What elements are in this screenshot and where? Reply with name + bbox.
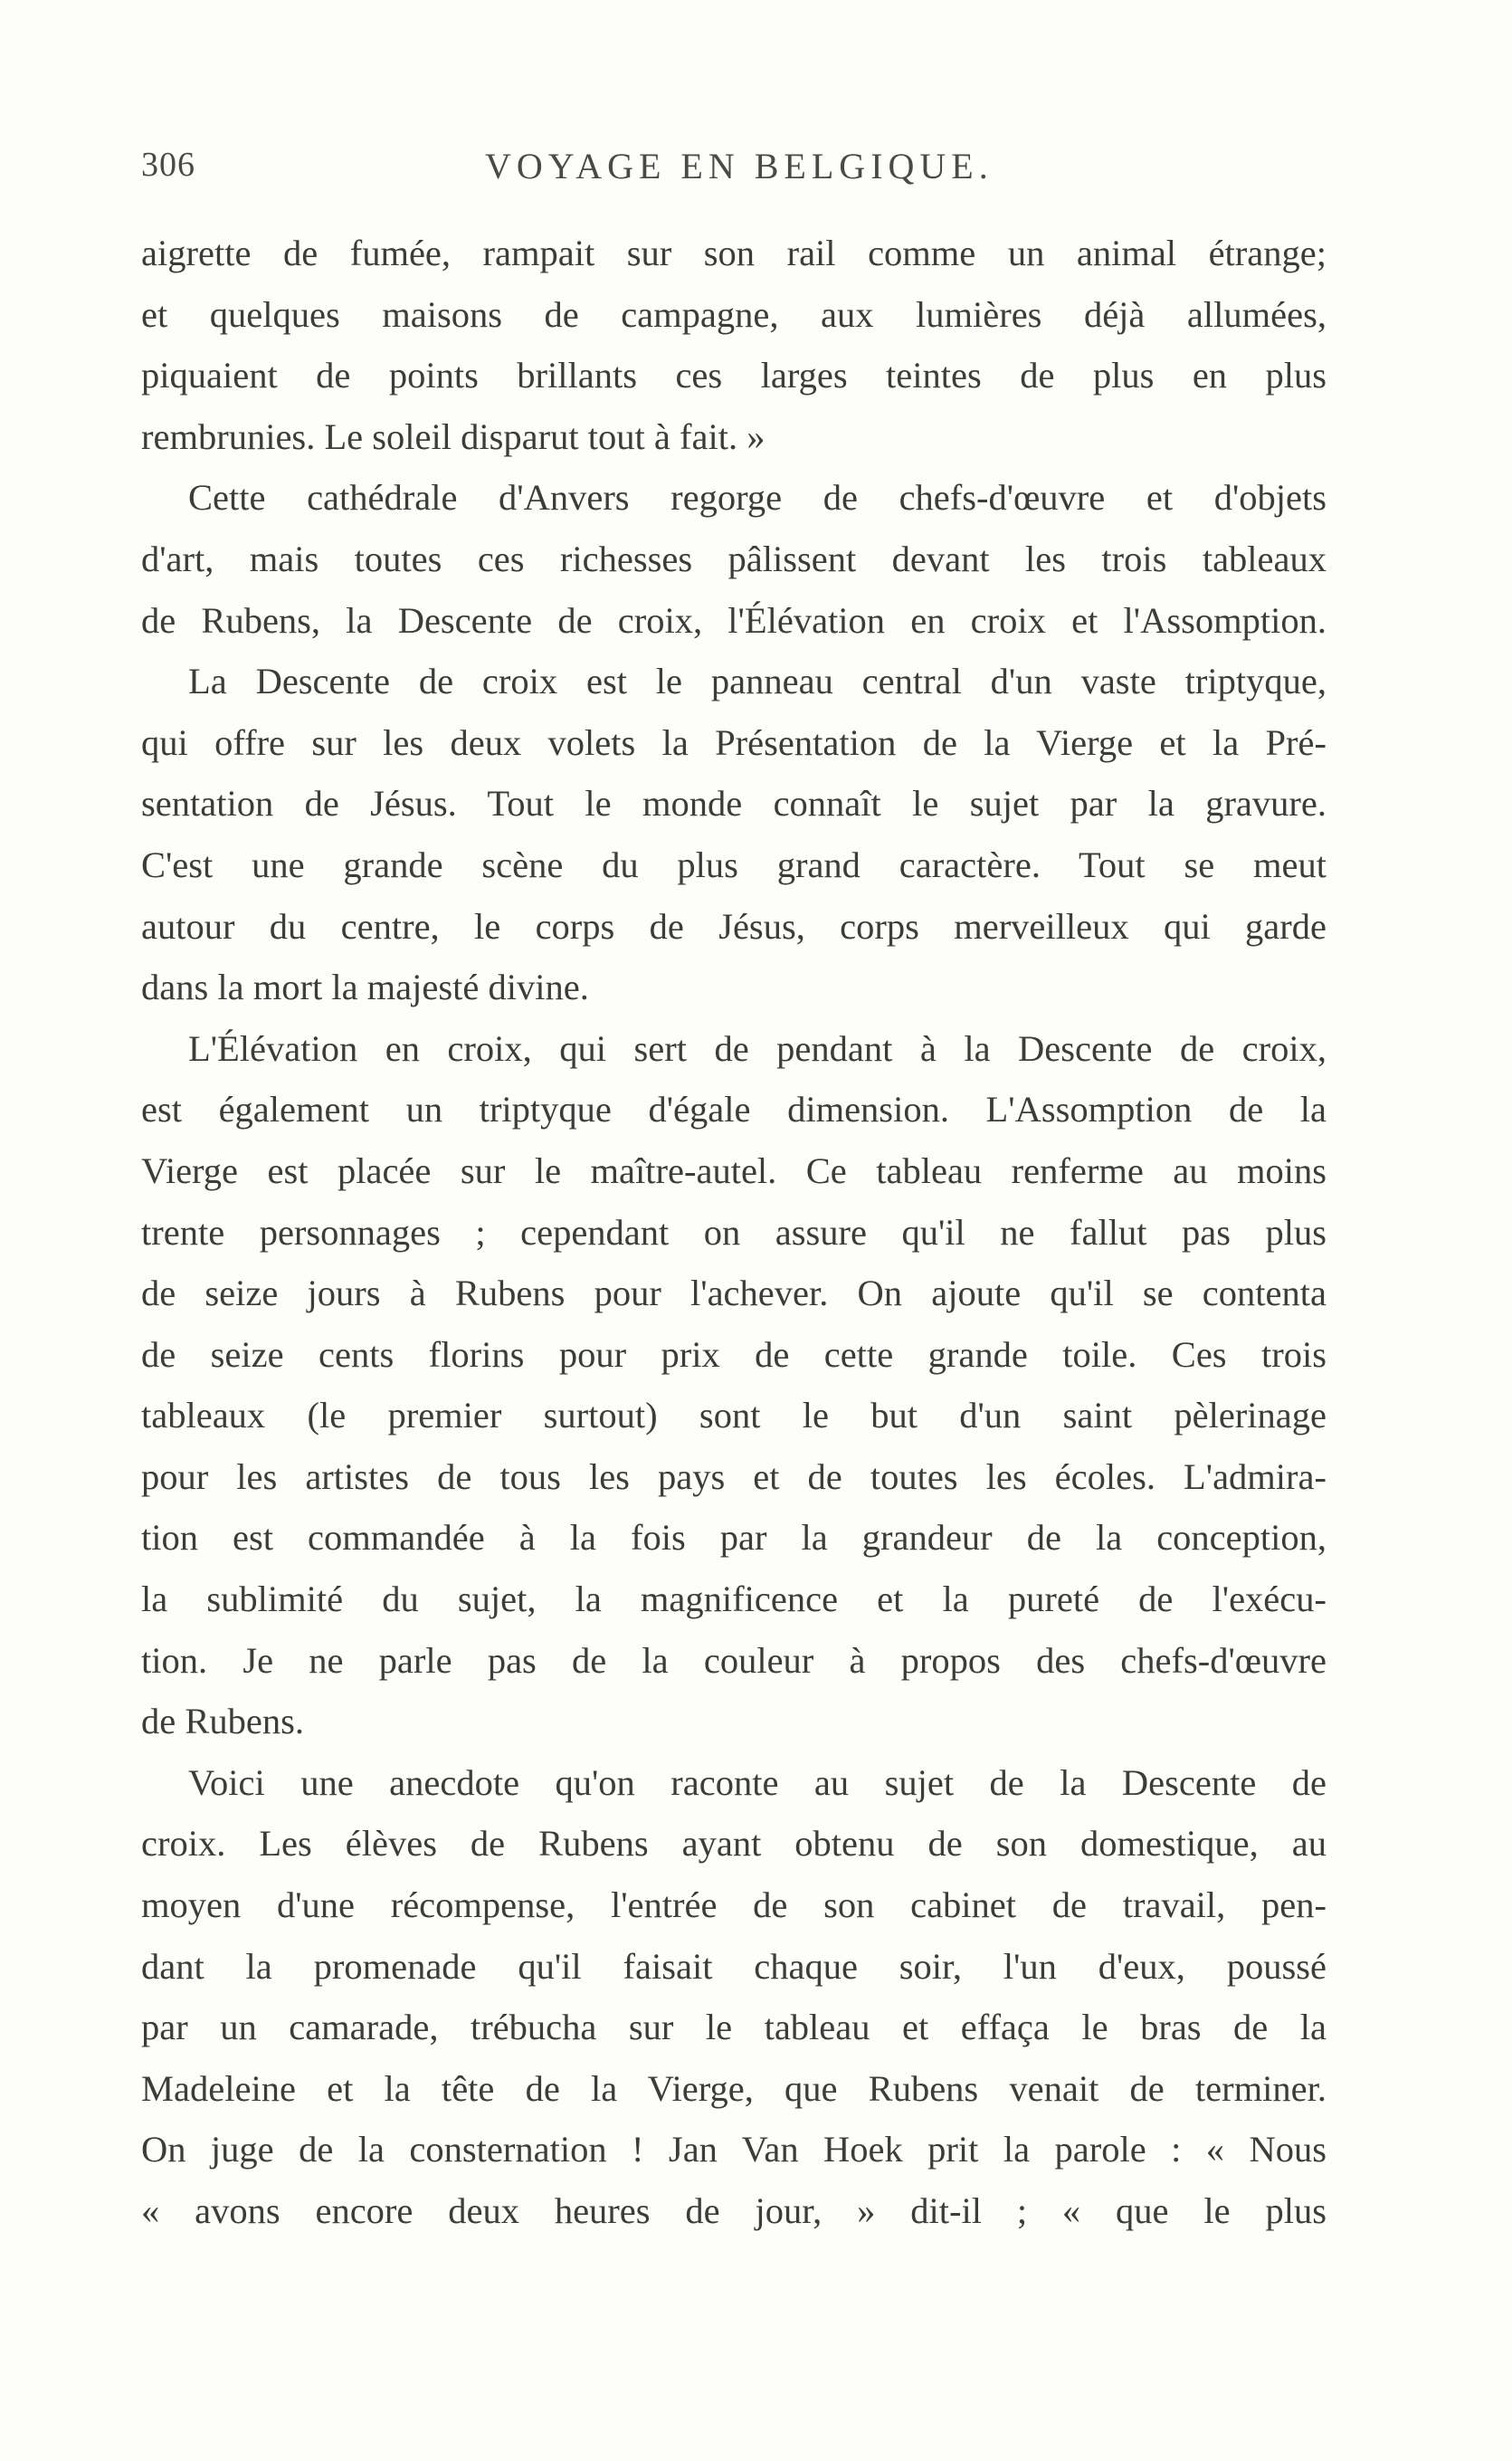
text-line: moyen d'une récompense, l'entrée de son cabinet de travail, pen- xyxy=(141,1884,1327,1926)
text-line: par un camarade, trébucha sur le tableau et effaça le bras de la xyxy=(141,2007,1327,2048)
text-line: L'Élévation en croix, qui sert de pendant à la Descente de croix, xyxy=(188,1027,1327,1069)
text-line: pour les artistes de tous les pays et de toutes les écoles. L'admira- xyxy=(141,1455,1327,1497)
text-line: dans la mort la majesté divine. xyxy=(141,967,589,1008)
text-line: Vierge est placée sur le maître-autel. Ce tableau renferme au moins xyxy=(141,1149,1327,1191)
text-line: de Rubens. xyxy=(141,1701,304,1742)
text-line: piquaient de points brillants ces larges teintes de plus en plus xyxy=(141,355,1327,396)
text-line: croix. Les élèves de Rubens ayant obtenu de son domestique, au xyxy=(141,1823,1327,1865)
text-line: Madeleine et la tête de la Vierge, que Rubens venait de terminer. xyxy=(141,2067,1327,2109)
text-line: rembrunies. Le soleil disparut tout à fait. » xyxy=(141,415,766,457)
text-line: Voici une anecdote qu'on raconte au sujet de la Descente de xyxy=(188,1761,1327,1803)
text-line: de seize cents florins pour prix de cette grande toile. Ces trois xyxy=(141,1333,1327,1375)
text-line: d'art, mais toutes ces richesses pâlissent devant les trois tableaux xyxy=(141,538,1327,579)
text-line: On juge de la consternation ! Jan Van Hoek prit la parole : « Nous xyxy=(141,2129,1327,2170)
running-title: VOYAGE EN BELGIQUE. xyxy=(485,146,994,186)
text-line: trente personnages ; cependant on assure qu'il ne fallut pas plus xyxy=(141,1211,1327,1253)
text-line: autour du centre, le corps de Jésus, corps merveilleux qui garde xyxy=(141,905,1327,947)
text-line: la sublimité du sujet, la magnificence et la pureté de l'exécu- xyxy=(141,1579,1327,1620)
body-text xyxy=(141,223,1327,2242)
text-line: est également un triptyque d'égale dimension. L'Assomption de la xyxy=(141,1089,1327,1130)
text-line: qui offre sur les deux volets la Présentation de la Vierge et la Pré- xyxy=(141,721,1327,763)
page-header xyxy=(141,145,1327,199)
text-line: tableaux (le premier surtout) sont le but d'un saint pèlerinage xyxy=(141,1395,1327,1436)
text-line: dant la promenade qu'il faisait chaque soir, l'un d'eux, poussé xyxy=(141,1945,1327,1987)
text-line: La Descente de croix est le panneau central d'un vaste triptyque, xyxy=(188,661,1327,702)
text-line: C'est une grande scène du plus grand caractère. Tout se meut xyxy=(141,844,1327,885)
text-line: de Rubens, la Descente de croix, l'Élévation en croix et l'Assomption. xyxy=(141,599,1327,641)
text-line: de seize jours à Rubens pour l'achever. On ajoute qu'il se contenta xyxy=(141,1273,1327,1314)
text-line: aigrette de fumée, rampait sur son rail comme un animal étrange; xyxy=(141,233,1327,273)
page-number: 306 xyxy=(141,146,195,184)
text-line: « avons encore deux heures de jour, » dit-il ; « que le plus xyxy=(141,2190,1327,2231)
text-line: tion est commandée à la fois par la grandeur de la conception, xyxy=(141,1517,1327,1559)
text-line: et quelques maisons de campagne, aux lumières déjà allumées, xyxy=(141,293,1327,335)
text-line: tion. Je ne parle pas de la couleur à propos des chefs-d'œuvre xyxy=(141,1639,1327,1681)
text-line: Cette cathédrale d'Anvers regorge de chefs-d'œuvre et d'objets xyxy=(188,477,1327,519)
text-line: sentation de Jésus. Tout le monde connaît le sujet par la gravure. xyxy=(141,783,1327,825)
